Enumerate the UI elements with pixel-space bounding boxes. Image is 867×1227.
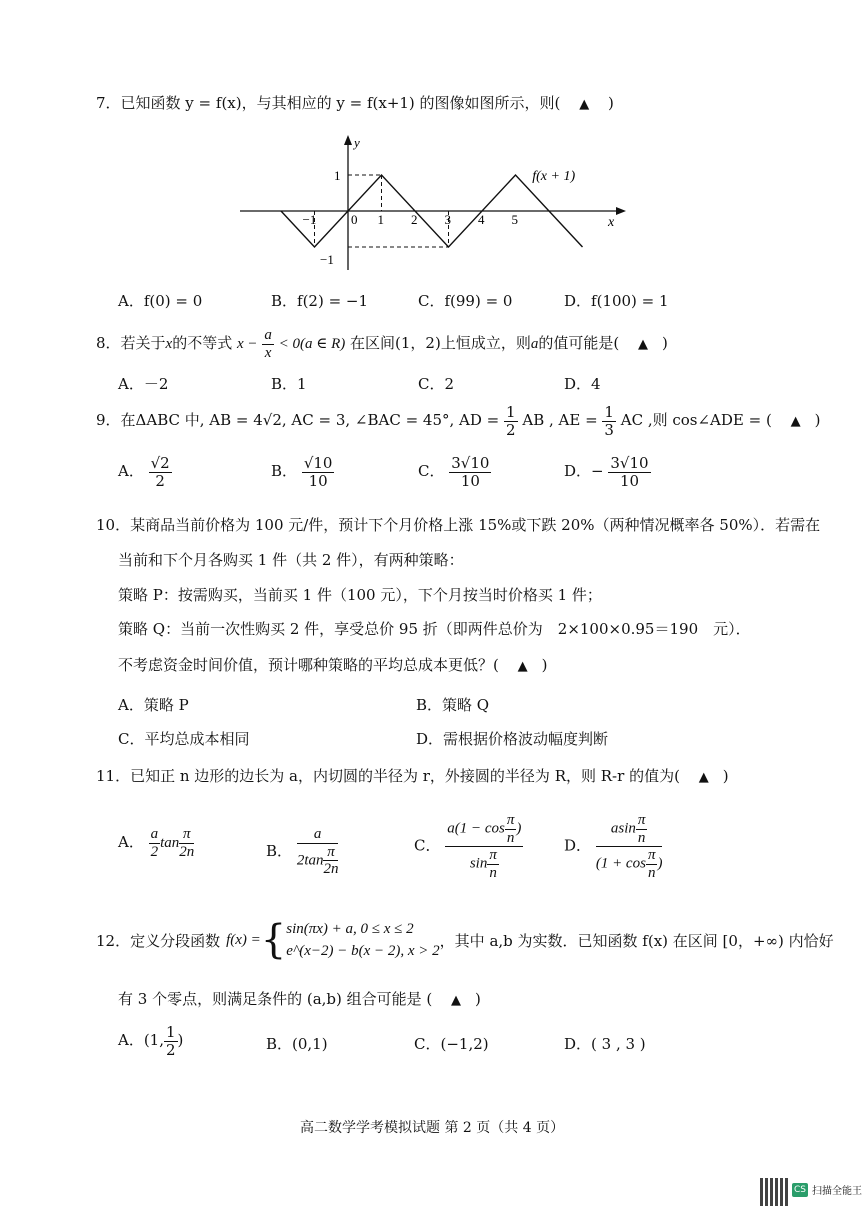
q11-option-a-frac2-num: π bbox=[179, 826, 194, 844]
q9-option-b bbox=[271, 455, 334, 489]
q11-option-c-den-fn: sin bbox=[469, 855, 488, 872]
q10-line-2: 当前和下个月各购买 1 件（共 2 件），有两种策略： bbox=[118, 551, 464, 569]
q10-option-d: D．需根据价格波动幅度判断 bbox=[416, 730, 609, 748]
answer-blank-icon: ▲ bbox=[698, 770, 709, 785]
y-tick-label: −1 bbox=[320, 252, 334, 267]
q11-option-c-num-n: n bbox=[506, 829, 515, 846]
q11-option-c-den-pi: π bbox=[489, 847, 497, 863]
q9-option-d-den: 10 bbox=[619, 471, 640, 490]
q8-ineq-a: x − bbox=[237, 336, 258, 352]
q9-pre: 9．在ΔABC 中, AB = 4√2, AC = 3, ∠BAC = 45°, AD = bbox=[96, 411, 500, 429]
q9-stem bbox=[96, 400, 820, 442]
q7-option-a: A．f(0) = 0 bbox=[118, 292, 203, 310]
q9-option-a-label: A． bbox=[118, 462, 144, 480]
q12-case-1: sin(πx) + a, 0 ≤ x ≤ 2 bbox=[286, 921, 414, 937]
q9-frac-2-num: 1 bbox=[604, 403, 614, 421]
x-tick-label: 4 bbox=[478, 212, 485, 227]
q8-tail: 的值可能是( bbox=[538, 334, 620, 352]
q11-option-b bbox=[266, 826, 338, 878]
q11-option-d-frac bbox=[596, 812, 663, 881]
q11-option-a-frac2-den: 2n bbox=[179, 843, 195, 860]
q11-option-a bbox=[118, 826, 194, 860]
q10-line-5-text: 不考虑资金时间价值，预计哪种策略的平均总成本更低？( bbox=[118, 656, 499, 674]
q11-option-a-frac1 bbox=[149, 826, 161, 860]
q11-option-d-label: D． bbox=[564, 836, 592, 855]
q12-brace-icon: { bbox=[260, 917, 287, 963]
q11-option-b-den-den: 2n bbox=[323, 861, 339, 877]
q7-graph bbox=[230, 125, 640, 275]
q8-close: ) bbox=[661, 334, 668, 352]
q9-option-c-frac bbox=[449, 455, 491, 489]
q12-option-a-num: 1 bbox=[166, 1023, 176, 1041]
q8-frac-num: a bbox=[264, 327, 272, 343]
y-axis-label: y bbox=[354, 135, 360, 150]
q9-frac-1-num: 1 bbox=[506, 403, 516, 421]
curve-label: f(x + 1) bbox=[532, 169, 576, 184]
q11-option-a-frac2 bbox=[179, 826, 194, 860]
q11-option-c-den-n: n bbox=[489, 864, 497, 881]
q10-option-c: C．平均总成本相同 bbox=[118, 730, 250, 748]
q8-post: 在区间(1，2)上恒成立，则 bbox=[350, 334, 531, 352]
q11-close: ) bbox=[722, 767, 729, 785]
q11-stem-text: 11．已知正 n 边形的边长为 a，内切圆的半径为 r，外接圆的半径为 R，则 R-r 的值为( bbox=[96, 767, 680, 785]
q11-option-c-frac bbox=[445, 812, 523, 881]
q11-option-c-num-a: a bbox=[447, 820, 455, 837]
q7-close: ) bbox=[607, 94, 614, 112]
q10-line-4: 策略 Q：当前一次性购买 2 件，享受总价 95 折（即两件总价为 2×100×0.95＝190 元）． bbox=[118, 620, 751, 638]
q8-ineq-b: < 0(a ∈ R) bbox=[278, 336, 346, 352]
q7-stem-text: 7．已知函数 y = f(x)，与其相应的 y = f(x+1) 的图像如图所示，则( bbox=[96, 94, 561, 112]
q7-option-b: B．f(2) = −1 bbox=[271, 292, 369, 310]
q11-option-a-label: A． bbox=[118, 833, 144, 851]
q11-option-a-fn: tan bbox=[160, 835, 180, 851]
q11-option-c-den bbox=[445, 847, 523, 881]
q9-frac-1-den: 2 bbox=[506, 420, 516, 439]
q9-close: ) bbox=[814, 411, 821, 429]
q9-option-d bbox=[564, 455, 651, 489]
q11-option-c-den-frac bbox=[487, 847, 499, 881]
page-footer: 高二数学学考模拟试题 第 2 页（共 4 页） bbox=[300, 1120, 565, 1136]
q9-option-b-label: B． bbox=[271, 462, 298, 480]
qr-code-icon bbox=[760, 1178, 788, 1206]
q9-option-b-num: √10 bbox=[303, 454, 333, 472]
q9-option-b-frac bbox=[302, 455, 335, 489]
q10-option-a: A．策略 P bbox=[118, 696, 189, 714]
q10-option-b: B．策略 Q bbox=[416, 696, 490, 714]
y-axis-arrow-icon bbox=[344, 135, 352, 145]
q8-option-d: D．4 bbox=[564, 375, 601, 393]
q12-option-a-pre: A．(1, bbox=[118, 1031, 164, 1049]
q9-option-c bbox=[418, 455, 491, 489]
scanner-watermark: 扫描全能王 bbox=[812, 1186, 862, 1197]
q11-option-b-den bbox=[297, 844, 339, 878]
q12-line-2 bbox=[118, 988, 481, 1009]
y-tick-label: 1 bbox=[334, 168, 341, 183]
q9-post: AC ,则 cos∠ADE = ( bbox=[620, 411, 772, 429]
q8-stem bbox=[96, 327, 668, 361]
q12-stem bbox=[96, 918, 834, 962]
q12-post: ，其中 a,b 为实数．已知函数 f(x) 在区间 [0，+∞) 内恰好 bbox=[439, 931, 834, 950]
q12-cases bbox=[286, 918, 439, 962]
q11-option-c-num-frac bbox=[505, 812, 517, 846]
q11-option-b-den-num: π bbox=[323, 844, 338, 862]
x-tick-label: −1 bbox=[302, 212, 317, 227]
q11-option-c-num-inner: 1 − cos bbox=[459, 820, 505, 837]
q11-option-b-den-frac bbox=[323, 844, 338, 878]
q9-option-a-den: 2 bbox=[155, 471, 165, 490]
q12-option-a bbox=[118, 1024, 183, 1058]
q11-option-a-frac1-num: a bbox=[150, 826, 159, 842]
q10-close: ) bbox=[541, 656, 548, 674]
q11-option-c-label: C． bbox=[414, 836, 441, 855]
q9-option-b-den: 10 bbox=[308, 471, 328, 490]
q12-option-d: D．( 3 , 3 ) bbox=[564, 1035, 646, 1053]
q12-line-2-text: 有 3 个零点，则满足条件的 (a,b) 组合可能是 ( bbox=[118, 990, 433, 1008]
q10-line-1: 10．某商品当前价格为 100 元/件，预计下个月价格上涨 15%或下跌 20%（两种情况概率各 50%）．若需在 bbox=[96, 516, 821, 534]
answer-blank-icon: ▲ bbox=[790, 414, 801, 429]
q9-option-c-label: C． bbox=[418, 462, 445, 480]
q11-option-b-label: B． bbox=[266, 841, 293, 860]
q7-option-d: D．f(100) = 1 bbox=[564, 292, 669, 310]
q11-option-c-num-pi: π bbox=[506, 812, 515, 828]
q8-mid: 的不等式 bbox=[172, 334, 233, 352]
q9-option-c-den: 10 bbox=[460, 471, 480, 490]
q12-option-c: C．(−1,2) bbox=[414, 1035, 489, 1053]
q11-option-d-den-frac bbox=[646, 847, 658, 881]
q12-fx: f(x) = bbox=[226, 931, 261, 948]
q7-option-c: C．f(99) = 0 bbox=[418, 292, 513, 310]
q9-option-a-frac bbox=[149, 455, 172, 489]
q9-option-d-num: 3√10 bbox=[610, 454, 649, 472]
q12-case-2: e^(x−2) − b(x − 2), x > 2 bbox=[286, 943, 440, 959]
x-tick-label: 3 bbox=[444, 212, 451, 227]
q11-option-d bbox=[564, 812, 662, 881]
q9-frac-1 bbox=[504, 404, 518, 438]
q9-option-d-label: D．− bbox=[564, 462, 604, 480]
q8-frac bbox=[262, 327, 274, 361]
q8-option-c: C．2 bbox=[418, 375, 455, 393]
x-tick-label: 0 bbox=[351, 212, 358, 227]
q11-option-d-num-fn: asin bbox=[610, 820, 636, 837]
x-tick-label: 1 bbox=[377, 212, 384, 227]
q12-option-a-frac bbox=[164, 1024, 178, 1058]
q10-line-5 bbox=[118, 654, 548, 675]
q11-option-d-den-pi: π bbox=[647, 847, 656, 863]
q8-option-a: A．－2 bbox=[118, 375, 169, 393]
q11-option-d-num bbox=[596, 812, 663, 847]
q11-option-d-den-n: n bbox=[647, 864, 656, 881]
answer-blank-icon: ▲ bbox=[451, 993, 462, 1008]
q12-option-a-post: ) bbox=[177, 1031, 184, 1049]
q9-mid: AB , AE = bbox=[522, 411, 598, 429]
x-axis-label: x bbox=[608, 215, 615, 230]
q11-option-d-num-frac bbox=[636, 812, 648, 846]
q8-pre: 8．若关于 bbox=[96, 334, 166, 352]
q11-option-d-num-pi: π bbox=[637, 812, 646, 828]
q12-pre: 12．定义分段函数 bbox=[96, 931, 221, 950]
q9-frac-2 bbox=[602, 404, 616, 438]
answer-blank-icon: ▲ bbox=[637, 337, 648, 352]
q9-option-c-num: 3√10 bbox=[451, 454, 490, 472]
q11-option-d-num-n: n bbox=[637, 829, 646, 846]
q12-option-a-den: 2 bbox=[166, 1040, 176, 1059]
q9-option-a bbox=[118, 455, 172, 489]
scanner-logo-icon: CS bbox=[794, 1185, 806, 1195]
q11-option-c-num: a(1 − cos $\frac{\pi}{n}$ ) bbox=[447, 812, 522, 846]
q11-option-b-den-fn: 2tan bbox=[296, 851, 324, 868]
q12-option-b: B．(0,1) bbox=[266, 1035, 328, 1053]
q8-var-a: a bbox=[530, 336, 539, 352]
q11-stem bbox=[96, 765, 729, 786]
q11-option-b-num: a bbox=[297, 826, 339, 844]
q11-option-d-den-inner: 1 + cos bbox=[600, 855, 646, 872]
q11-option-a-frac1-den: 2 bbox=[150, 843, 159, 860]
x-tick-label: 5 bbox=[511, 212, 518, 227]
q12-close: ) bbox=[475, 990, 481, 1008]
q10-line-3: 策略 P：按需购买，当前买 1 件（100 元），下个月按当时价格买 1 件； bbox=[118, 586, 602, 604]
q8-var-x: x bbox=[165, 336, 173, 352]
q9-frac-2-den: 3 bbox=[604, 420, 614, 439]
q7-stem bbox=[96, 92, 614, 113]
q8-frac-den: x bbox=[264, 344, 272, 361]
q11-option-b-frac bbox=[297, 826, 339, 878]
x-axis-arrow-icon bbox=[616, 207, 626, 215]
q11-option-d-den: (1 + cos $\frac{\pi}{n}$ ) bbox=[595, 847, 663, 881]
q8-option-b: B．1 bbox=[271, 375, 307, 393]
answer-blank-icon: ▲ bbox=[517, 659, 528, 674]
q9-option-a-num: √2 bbox=[150, 454, 170, 472]
answer-blank-icon: ▲ bbox=[579, 97, 590, 112]
x-tick-label: 2 bbox=[411, 212, 418, 227]
q11-option-c bbox=[414, 812, 523, 881]
q9-option-d-frac bbox=[608, 455, 650, 489]
